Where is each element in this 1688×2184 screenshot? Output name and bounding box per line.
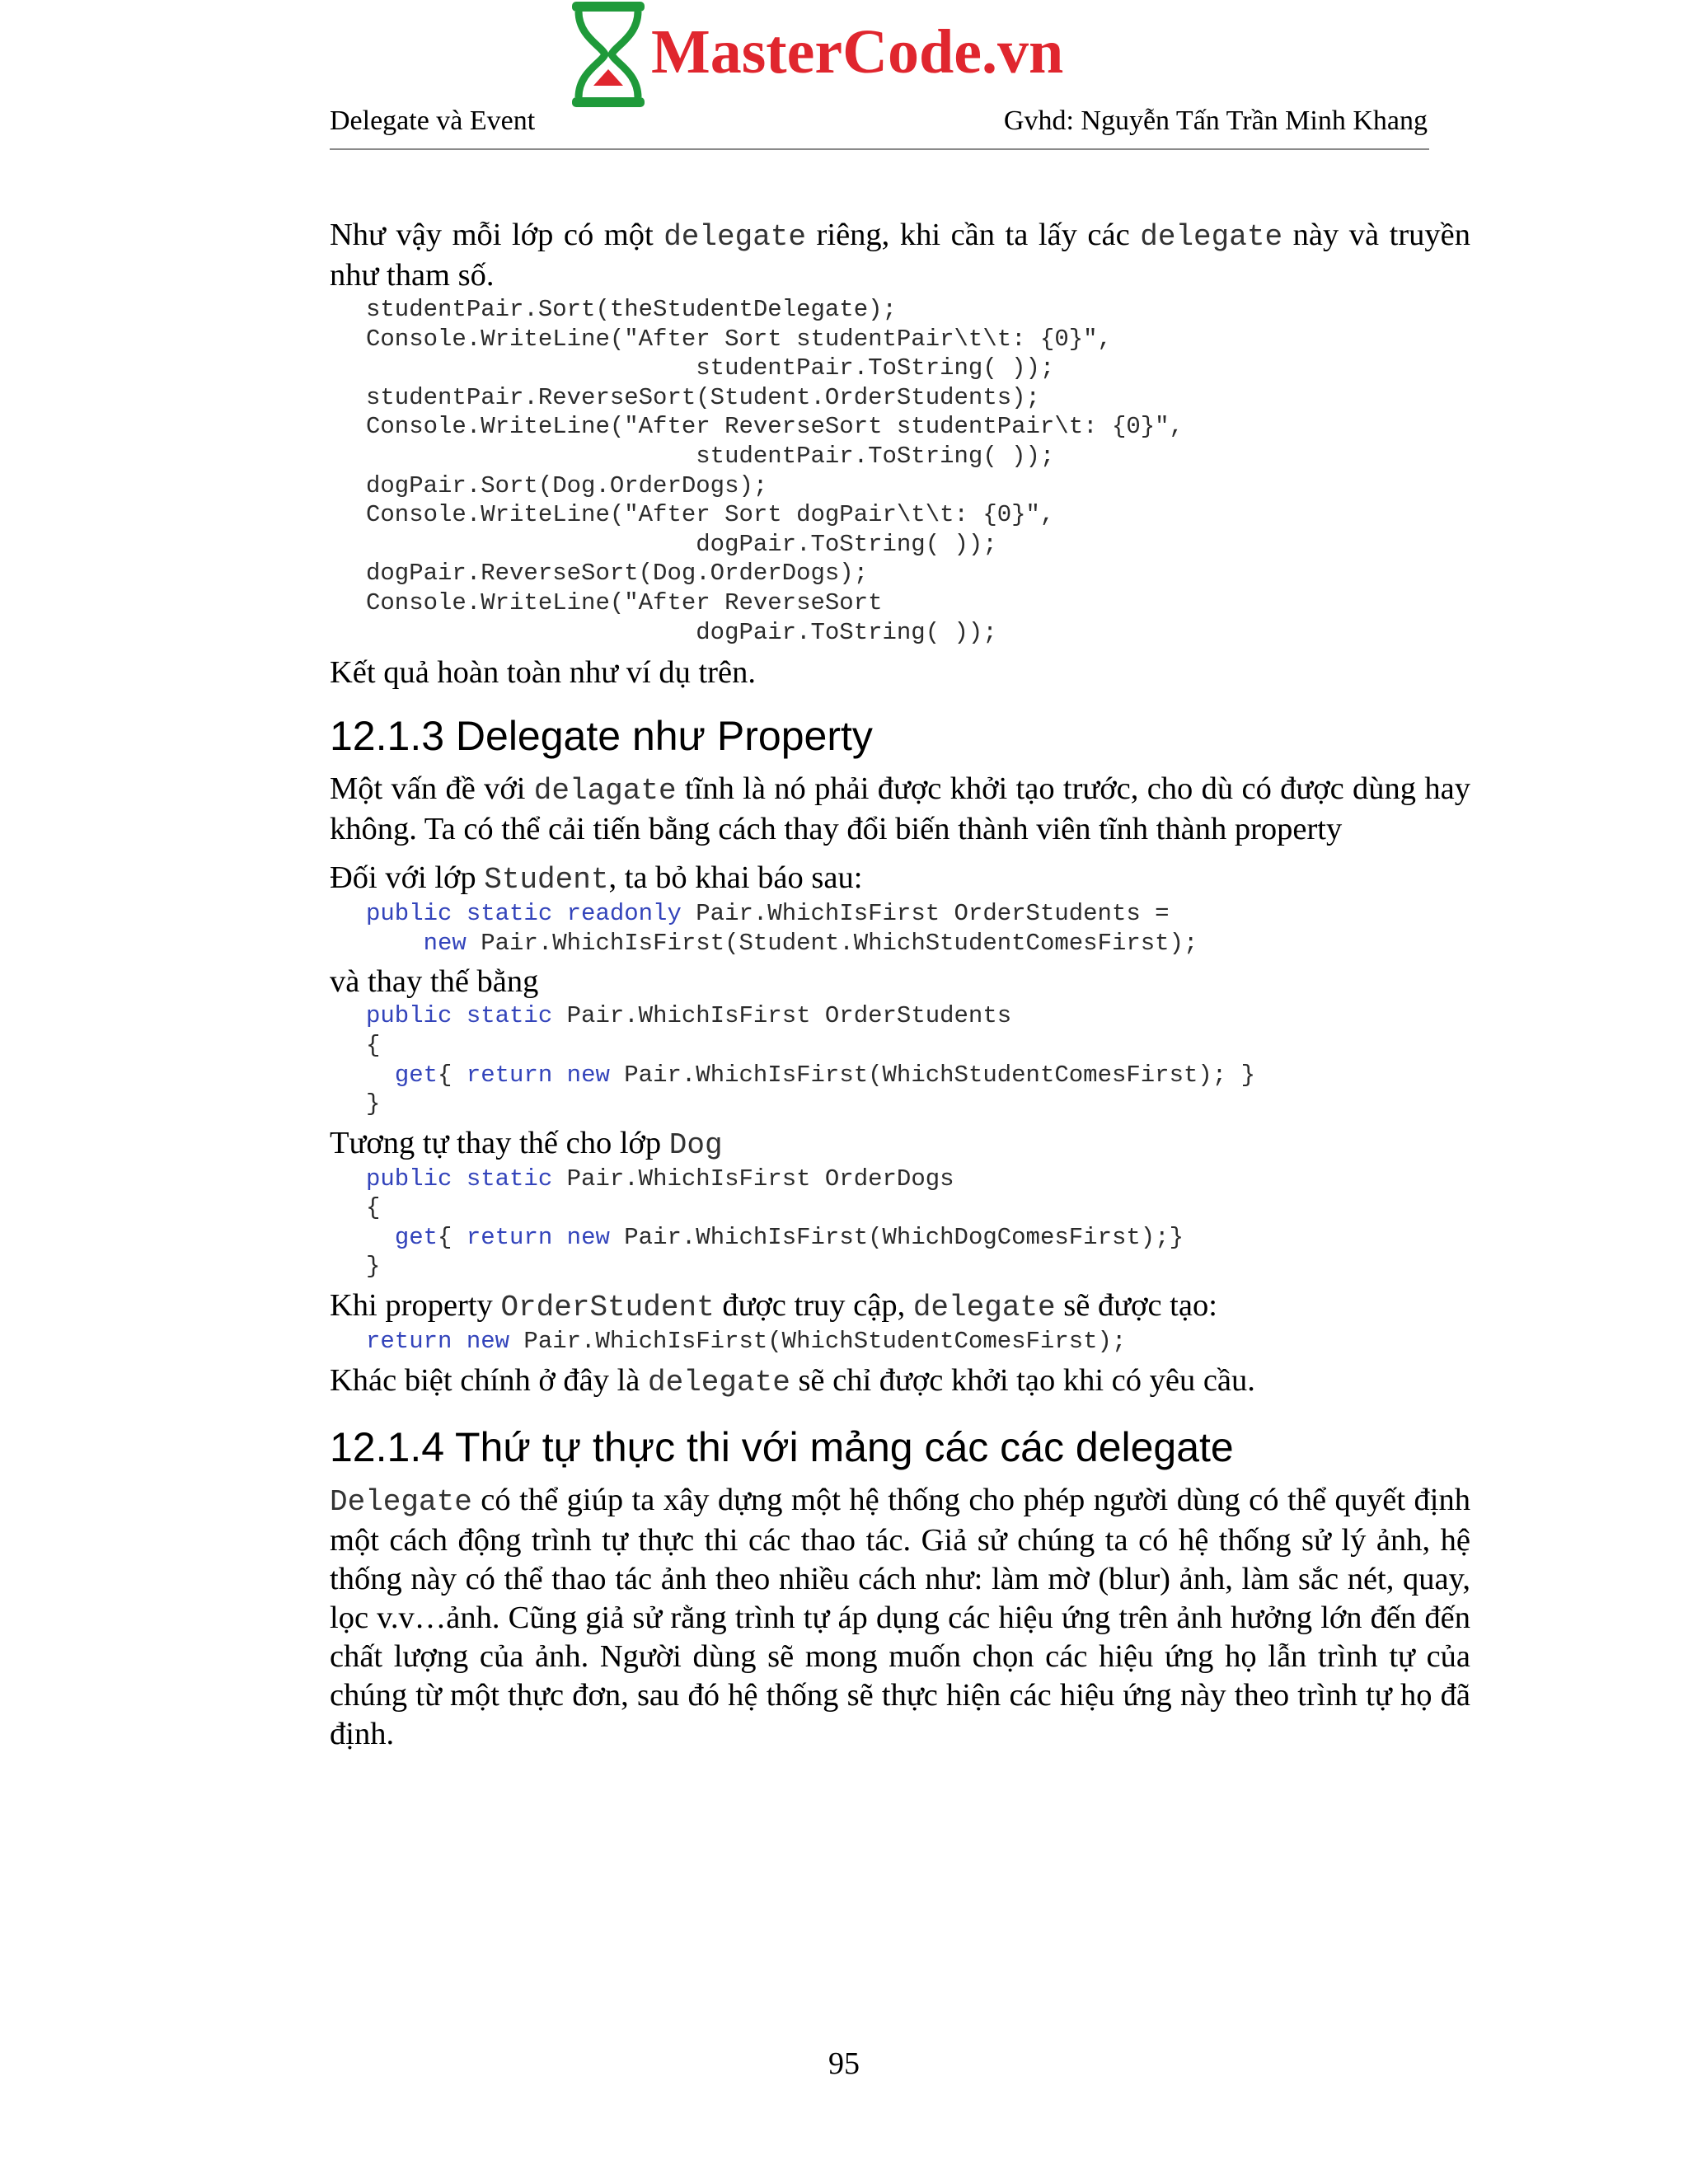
code-keyword: public static	[366, 1002, 553, 1030]
inline-code: delegate	[663, 220, 807, 254]
text: Khi property	[330, 1288, 501, 1324]
code-line: dogPair.Sort(Dog.OrderDogs);	[366, 471, 768, 499]
code-line: studentPair.Sort(theStudentDelegate);	[366, 296, 897, 323]
code-text: Pair.WhichIsFirst OrderDogs	[552, 1165, 954, 1193]
header-instructor: Gvhd: Nguyễn Tấn Trần Minh Khang	[1003, 105, 1428, 136]
code-indent	[366, 1062, 395, 1089]
code-line: }	[366, 1090, 381, 1118]
code-text: Pair.WhichIsFirst OrderStudents =	[681, 900, 1170, 928]
code-keyword: get	[394, 1061, 438, 1089]
code-line: Console.WriteLine("After Sort studentPair\t\t: {0}",	[366, 325, 1112, 353]
code-text: Pair.WhichIsFirst(WhichStudentComesFirst); }	[609, 1061, 1256, 1089]
code-line: dogPair.ToString( ));	[366, 530, 997, 558]
inline-code: Delegate	[330, 1484, 472, 1519]
inline-code: Dog	[668, 1127, 723, 1162]
text: có thể giúp ta xây dựng một hệ thống cho phép người dùng có thể quyết định một cách động trình tự thực thi các thao tác. Giả sử chúng ta có hệ thống sử lý ảnh, hệ thống này có thể thao tác ảnh theo nhiều cách như: làm mờ (blur) ảnh, làm sắc nét, quay, lọc v.v…ảnh. Cũng giả sử rằng trình tự áp dụng các hiệu ứng trên ảnh hưởng lớn đến đến chất lượng của ảnh. Người dùng sẽ mong muốn chọn các hiệu ứng họ lẫn trình tự của chúng từ một thực đơn, sau đó hệ thống sẽ thực hiện các hiệu ứng này theo trình tự họ đã định.	[330, 1482, 1470, 1751]
logo-text: MasterCode.vn	[651, 17, 1064, 87]
code-line: studentPair.ReverseSort(Student.OrderStudents);	[366, 383, 1040, 411]
text: Khác biệt chính ở đây là	[330, 1362, 648, 1398]
code-line: {	[366, 1194, 381, 1222]
code-text: Pair.WhichIsFirst OrderStudents	[552, 1002, 1012, 1030]
text: sẽ được tạo:	[1055, 1288, 1217, 1324]
paragraph: Kết quả hoàn toàn như ví dụ trên.	[330, 655, 756, 691]
code-block	[330, 295, 1470, 647]
code-line: studentPair.ToString( ));	[366, 442, 1055, 470]
code-line: Console.WriteLine("After ReverseSort studentPair\t: {0}",	[366, 413, 1184, 441]
code-block	[330, 1001, 1470, 1118]
header-divider	[330, 148, 1429, 150]
code-text: Pair.WhichIsFirst(WhichDogComesFirst);}	[609, 1223, 1184, 1251]
code-line: dogPair.ToString( ));	[366, 618, 997, 646]
code-keyword: return new	[466, 1061, 610, 1089]
inline-code: delegate	[1140, 220, 1283, 254]
text: , ta bỏ khai báo sau:	[608, 860, 863, 896]
code-line: Console.WriteLine("After Sort dogPair\t\t: {0}",	[366, 501, 1055, 529]
code-block	[330, 1165, 1470, 1282]
hourglass-icon	[569, 0, 648, 109]
code-block	[330, 899, 1470, 958]
text: được truy cập,	[714, 1288, 913, 1324]
inline-code: OrderStudent	[500, 1291, 715, 1325]
inline-code: delegate	[647, 1365, 790, 1399]
code-line: dogPair.ReverseSort(Dog.OrderDogs);	[366, 560, 869, 588]
inline-code: delagate	[533, 774, 677, 808]
code-keyword: get	[394, 1223, 438, 1251]
paragraph	[330, 770, 1470, 849]
code-text: Pair.WhichIsFirst(WhichStudentComesFirst);	[509, 1328, 1127, 1356]
code-block	[330, 1327, 1470, 1357]
text: này và truyền như tham số.	[330, 218, 1470, 293]
section-heading: 12.1.3 Delegate như Property	[330, 713, 873, 760]
code-text: {	[438, 1223, 467, 1251]
paragraph	[330, 1124, 1470, 1165]
code-line: studentPair.ToString( ));	[366, 354, 1055, 382]
paragraph	[330, 1361, 1470, 1402]
text: riêng, khi cần ta lấy các	[806, 218, 1141, 252]
logo	[569, 0, 1129, 111]
paragraph	[330, 216, 1470, 295]
code-indent	[366, 1224, 395, 1251]
code-indent	[366, 930, 424, 957]
inline-code: Student	[484, 863, 609, 898]
header-chapter-title: Delegate và Event	[330, 105, 536, 136]
paragraph	[330, 859, 1470, 899]
text: tĩnh là nó phải được khởi tạo trước, cho dù có được dùng hay không. Ta có thể cải tiến bằng cách thay đổi biến thành viên tĩnh thành property	[330, 771, 1470, 847]
paragraph	[330, 1481, 1470, 1754]
page-number: 95	[828, 2046, 860, 2081]
code-line: }	[366, 1253, 381, 1281]
code-line: Console.WriteLine("After ReverseSort	[366, 588, 883, 616]
text: sẽ chỉ được khởi tạo khi có yêu cầu.	[790, 1362, 1255, 1398]
code-line: {	[366, 1031, 381, 1059]
text: Một vấn đề với	[330, 771, 534, 807]
paragraph	[330, 1286, 1470, 1327]
section-heading: 12.1.4 Thứ tự thực thi với mảng các các delegate	[330, 1423, 1234, 1470]
code-keyword: return new	[466, 1223, 610, 1251]
paragraph: và thay thế bằng	[330, 964, 539, 1000]
text: Tương tự thay thế cho lớp	[330, 1125, 669, 1160]
code-text: Pair.WhichIsFirst(Student.WhichStudentComesFirst);	[466, 929, 1198, 957]
code-keyword: new	[423, 929, 467, 957]
inline-code: delegate	[912, 1291, 1056, 1325]
code-text: {	[438, 1061, 467, 1089]
code-keyword: public static readonly	[366, 900, 682, 928]
text: Như vậy mỗi lớp có một	[330, 218, 664, 252]
code-keyword: public static	[366, 1165, 553, 1193]
code-keyword: return new	[366, 1328, 510, 1356]
text: Đối với lớp	[330, 860, 485, 896]
page-content	[330, 216, 1470, 1754]
